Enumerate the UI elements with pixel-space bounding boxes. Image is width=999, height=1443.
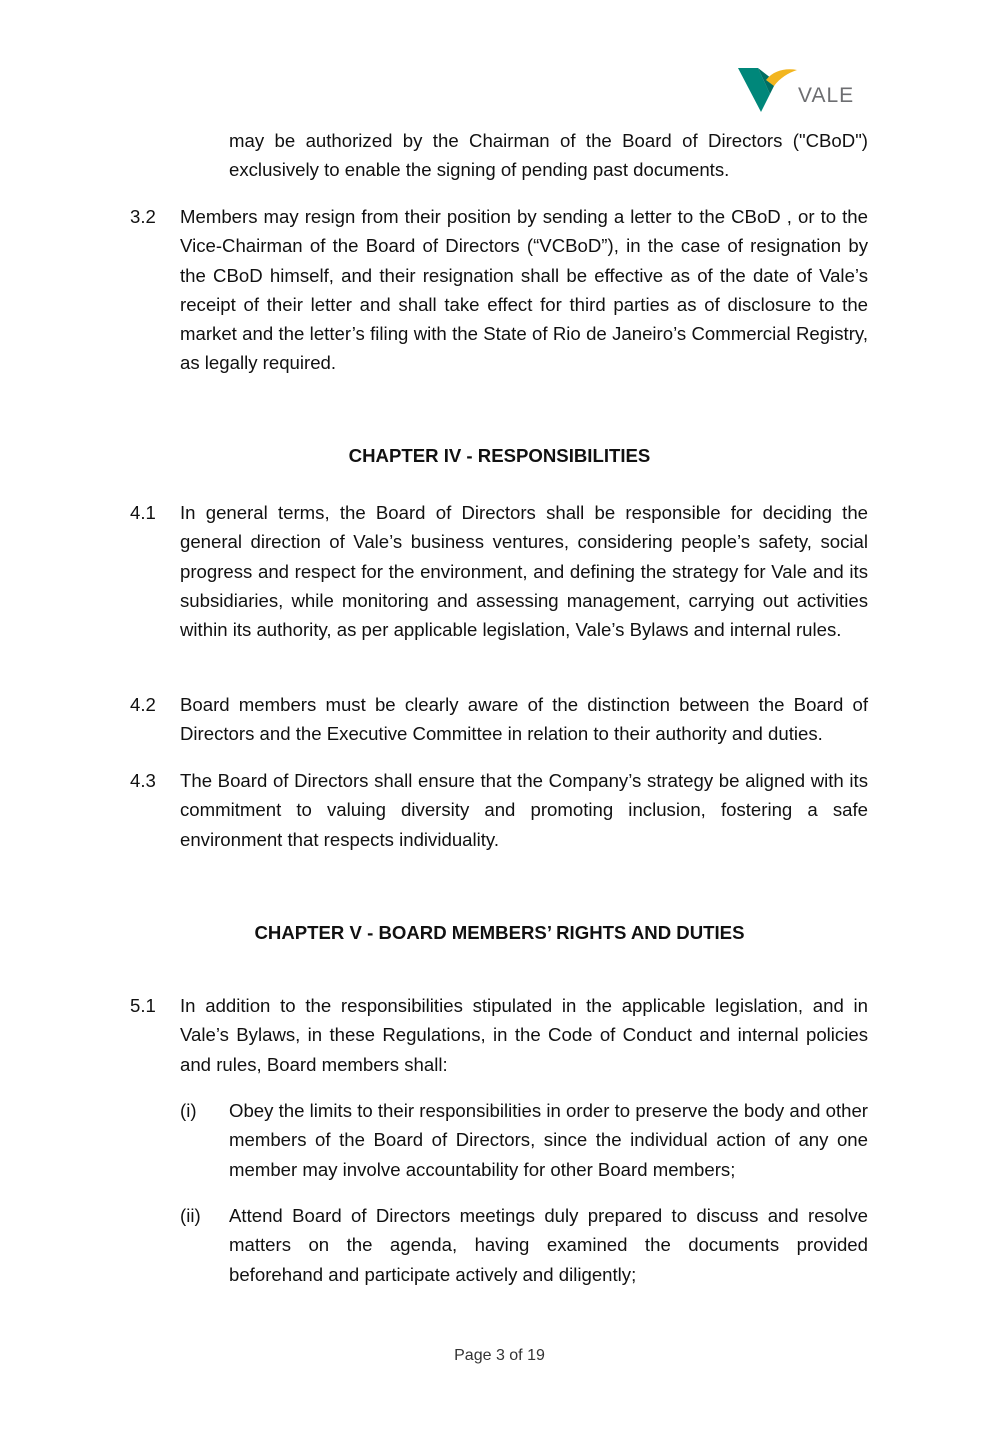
section-4-2-number: 4.2	[130, 694, 156, 715]
section-3-2-number: 3.2	[130, 206, 156, 227]
section-4-3-text: The Board of Directors shall ensure that the Company’s strategy be aligned with its commitment to valuing diversity and promoting inclusion, fostering a safe environment that respects individuality.	[180, 770, 868, 850]
vale-logo	[736, 64, 860, 116]
item-ii-text: Attend Board of Directors meetings duly prepared to discuss and resolve matters on the agenda, having examined the documents provided beforehand and participate actively and diligently;	[229, 1205, 868, 1285]
vale-logo-text: VALE	[798, 84, 855, 107]
section-4-1-text: In general terms, the Board of Directors shall be responsible for deciding the general direction of Vale’s business ventures, considering people’s safety, social progress and respect for the environment, and defining the strategy for Vale and its subsidiaries, while monitoring and assessing management, carrying out activities within its authority, as per applicable legislation, Vale’s Bylaws and internal rules.	[180, 502, 868, 641]
page-number-footer: Page 3 of 19	[454, 1347, 545, 1364]
section-5-1-number: 5.1	[130, 995, 156, 1016]
intro-continuation-paragraph: may be authorized by the Chairman of the Board of Directors ("CBoD") exclusively to enable the signing of pending past documents.	[229, 130, 868, 181]
vale-logo-mark	[736, 64, 798, 116]
chapter-4-heading: CHAPTER IV - RESPONSIBILITIES	[348, 445, 651, 466]
section-4-1-number: 4.1	[130, 502, 156, 523]
item-i-text: Obey the limits to their responsibilities in order to preserve the body and other members of the Board of Directors, since the individual action of any one member may involve accountability for other Board members;	[229, 1100, 868, 1180]
chapter-5-heading: CHAPTER V - BOARD MEMBERS’ RIGHTS AND DUTIES	[254, 922, 745, 943]
item-ii-marker: (ii)	[180, 1205, 201, 1226]
section-3-2-text: Members may resign from their position by sending a letter to the CBoD , or to the Vice-Chairman of the Board of Directors (“VCBoD”), in the case of resignation by the CBoD himself, and their resignation shall be effective as of the date of Vale’s receipt of their letter and shall take effect for third parties as of disclosure to the market and the letter’s filing with the State of Rio de Janeiro’s Commercial Registry, as legally required.	[180, 206, 868, 374]
section-4-2-text: Board members must be clearly aware of the distinction between the Board of Directors and the Executive Committee in relation to their authority and duties.	[180, 694, 868, 745]
section-5-1-text: In addition to the responsibilities stipulated in the applicable legislation, and in Vale’s Bylaws, in these Regulations, in the Code of Conduct and internal policies and rules, Board members shall:	[180, 995, 868, 1075]
item-i-marker: (i)	[180, 1100, 197, 1121]
section-4-3-number: 4.3	[130, 770, 156, 791]
